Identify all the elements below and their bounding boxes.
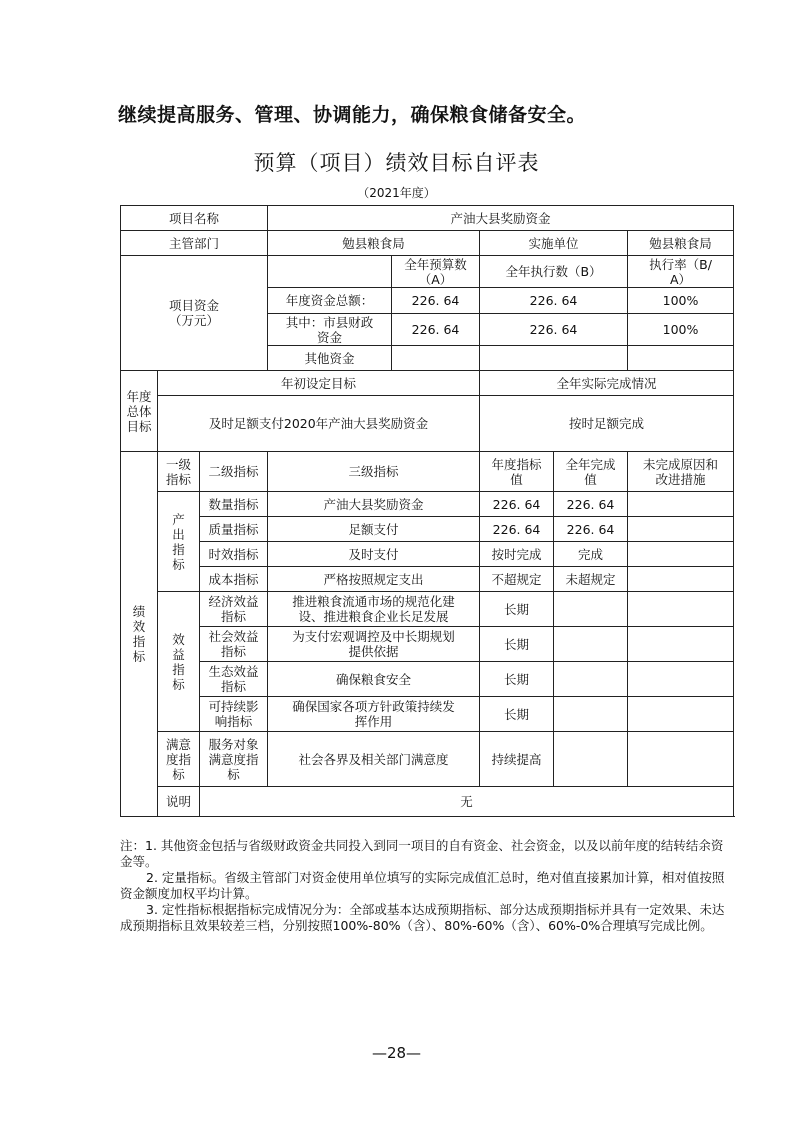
funds-col-exec: 全年执行数（B） [480, 256, 628, 288]
indicators-label: 绩 效 指 标 [121, 452, 158, 817]
level3: 产油大县奖励资金 [268, 492, 480, 517]
reason [628, 662, 734, 697]
funds-row-label: 其中：市县财政 资金 [268, 314, 392, 346]
row-remark [121, 787, 734, 817]
funds-row-exec: 226. 64 [480, 314, 628, 346]
satisfaction-row [121, 732, 734, 787]
level3: 确保国家各项方针政策持续发 挥作用 [268, 697, 480, 732]
reason [628, 492, 734, 517]
output-label: 产 出 指 标 [158, 492, 200, 592]
benefit-row [121, 592, 734, 627]
completed: 226. 64 [554, 492, 628, 517]
reason [628, 592, 734, 627]
level3: 社会各界及相关部门满意度 [268, 732, 480, 787]
completed [554, 592, 628, 627]
benefit-row [121, 627, 734, 662]
intro-line: 继续提高服务、管理、协调能力，确保粮食储备安全。 [118, 104, 587, 126]
funds-row-rate: 100% [628, 288, 734, 314]
row-funds-header [121, 256, 734, 288]
level2: 经济效益 指标 [200, 592, 268, 627]
row-overall-header [121, 371, 734, 396]
impl-value: 勉县粮食局 [628, 231, 734, 256]
reason [628, 517, 734, 542]
row-project-name [121, 206, 734, 231]
satisfaction-label: 满意 度指 标 [158, 732, 200, 787]
remark-value: 无 [200, 787, 734, 817]
note-3: 3. 定性指标根据指标完成情况分为：全部或基本达成预期指标、部分达成预期指标并具有一定效果、未达成预期指标且效果较差三档，分别按照100%-80%（含）、80%-60%（含）、60%-0%合理填写完成比例。 [120, 902, 725, 933]
level2: 时效指标 [200, 542, 268, 567]
header-completed: 全年完成 值 [554, 452, 628, 492]
reason [628, 697, 734, 732]
impl-label: 实施单位 [480, 231, 628, 256]
level2: 质量指标 [200, 517, 268, 542]
note-2: 2. 定量指标。省级主管部门对资金使用单位填写的实际完成值汇总时，绝对值直接累加计算，相对值按照资金额度加权平均计算。 [120, 870, 725, 901]
level3: 为支付宏观调控及中长期规划 提供依据 [268, 627, 480, 662]
output-row [121, 492, 734, 517]
completed [554, 627, 628, 662]
header-level3: 三级指标 [268, 452, 480, 492]
dept-label: 主管部门 [121, 231, 268, 256]
project-name-label: 项目名称 [121, 206, 268, 231]
reason [628, 542, 734, 567]
level3: 及时支付 [268, 542, 480, 567]
funds-row-label: 年度资金总额： [268, 288, 392, 314]
overall-target: 及时足额支付2020年产油大县奖励资金 [158, 396, 480, 452]
benefit-row [121, 662, 734, 697]
row-overall-content [121, 396, 734, 452]
performance-table [120, 205, 734, 817]
funds-label: 项目资金 （万元） [121, 256, 268, 371]
funds-row-budget: 226. 64 [392, 314, 480, 346]
header-annual: 年度指标 值 [480, 452, 554, 492]
funds-header-blank [268, 256, 392, 288]
funds-row-exec [480, 346, 628, 371]
level3: 推进粮食流通市场的规范化建 设、推进粮食企业长足发展 [268, 592, 480, 627]
remark-label: 说明 [158, 787, 200, 817]
annual: 长期 [480, 627, 554, 662]
funds-row-exec: 226. 64 [480, 288, 628, 314]
annual: 长期 [480, 697, 554, 732]
funds-row-budget [392, 346, 480, 371]
project-name-value: 产油大县奖励资金 [268, 206, 734, 231]
page-title: 预算（项目）绩效目标自评表 [253, 151, 540, 175]
funds-row-rate [628, 346, 734, 371]
notes [120, 838, 735, 934]
annual: 长期 [480, 662, 554, 697]
overall-col-target: 年初设定目标 [158, 371, 480, 396]
level2: 可持续影 响指标 [200, 697, 268, 732]
overall-actual: 按时足额完成 [480, 396, 734, 452]
completed [554, 662, 628, 697]
completed [554, 732, 628, 787]
level2: 服务对象 满意度指 标 [200, 732, 268, 787]
reason [628, 627, 734, 662]
annual: 226. 64 [480, 492, 554, 517]
annual: 按时完成 [480, 542, 554, 567]
output-row [121, 567, 734, 592]
page-number: —28— [371, 1044, 422, 1062]
level3: 严格按照规定支出 [268, 567, 480, 592]
completed: 完成 [554, 542, 628, 567]
benefit-row [121, 697, 734, 732]
header-level2: 二级指标 [200, 452, 268, 492]
completed: 226. 64 [554, 517, 628, 542]
funds-row-rate: 100% [628, 314, 734, 346]
overall-col-actual: 全年实际完成情况 [480, 371, 734, 396]
header-reason: 未完成原因和 改进措施 [628, 452, 734, 492]
dept-value: 勉县粮食局 [268, 231, 480, 256]
completed: 未超规定 [554, 567, 628, 592]
completed [554, 697, 628, 732]
level2: 成本指标 [200, 567, 268, 592]
annual: 长期 [480, 592, 554, 627]
reason [628, 567, 734, 592]
annual: 不超规定 [480, 567, 554, 592]
funds-col-rate: 执行率（B/ A） [628, 256, 734, 288]
funds-col-budget: 全年预算数 （A） [392, 256, 480, 288]
overall-label: 年度 总体 目标 [121, 371, 158, 452]
row-indicators-header [121, 452, 734, 492]
level2: 生态效益 指标 [200, 662, 268, 697]
annual: 持续提高 [480, 732, 554, 787]
level3: 足额支付 [268, 517, 480, 542]
level3: 确保粮食安全 [268, 662, 480, 697]
note-1: 注：1. 其他资金包括与省级财政资金共同投入到同一项目的自有资金、社会资金，以及以前年度的结转结余资金等。 [120, 838, 724, 869]
benefit-label: 效 益 指 标 [158, 592, 200, 732]
funds-row-budget: 226. 64 [392, 288, 480, 314]
header-level1: 一级 指标 [158, 452, 200, 492]
annual: 226. 64 [480, 517, 554, 542]
level2: 数量指标 [200, 492, 268, 517]
output-row [121, 542, 734, 567]
level2: 社会效益 指标 [200, 627, 268, 662]
row-department [121, 231, 734, 256]
reason [628, 732, 734, 787]
funds-row-label: 其他资金 [268, 346, 392, 371]
output-row [121, 517, 734, 542]
year-label: （2021年度） [357, 186, 436, 200]
